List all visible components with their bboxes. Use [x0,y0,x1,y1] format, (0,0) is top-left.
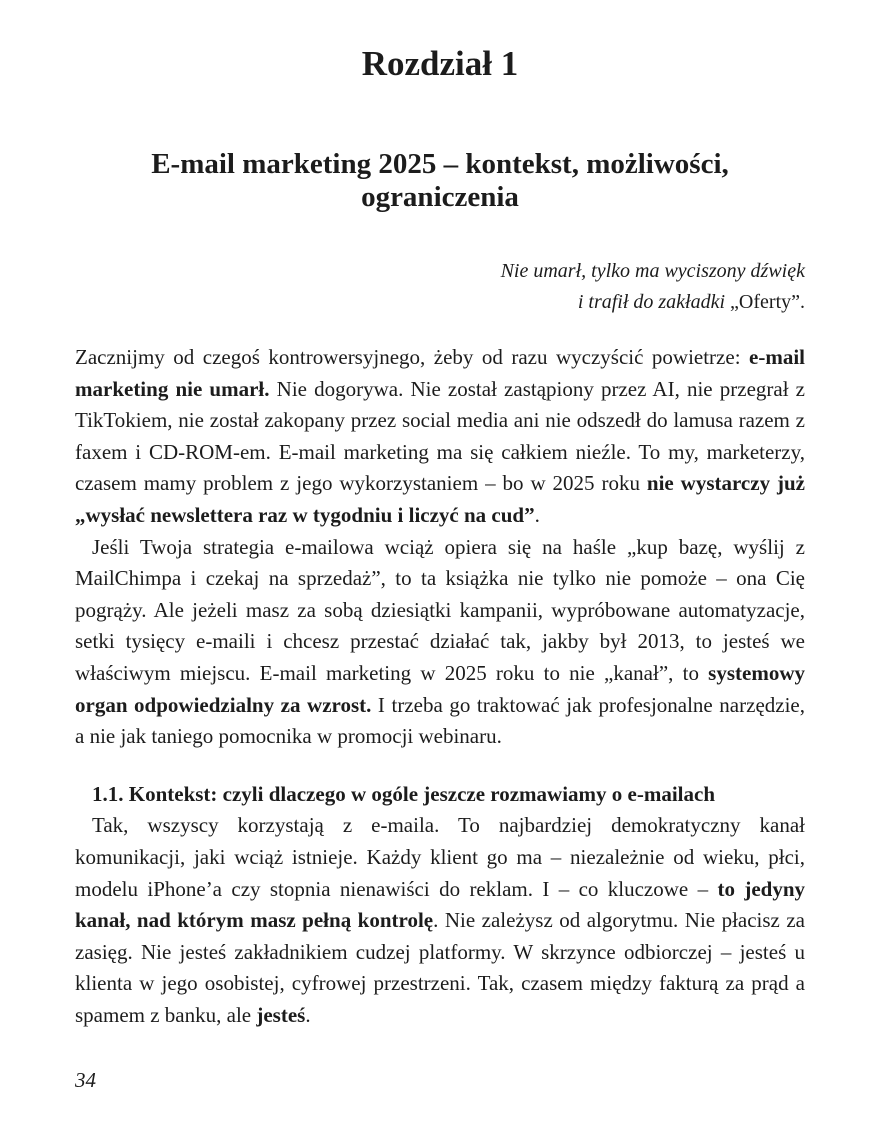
chapter-number: Rozdział 1 [361,44,519,83]
section-heading-1-1: 1.1. Kontekst: czyli dlaczego w ogóle jeszcze rozmawiamy o e-mailach [92,781,716,806]
paragraph-1: Zacznijmy od czegoś kontrowersyjnego, żeby od razu wyczyścić powietrze: e-mail marketing nie umarł. Nie dogorywa. Nie został zastąpiony przez AI, nie przegrał z TikTokiem, nie został zakopany przez social media ani nie odszedł do lamusa razem z faxem i CD-ROM-em. E-mail marketing ma się całkiem nieźle. To my, marketerzy, czasem mamy problem z jego wykorzystaniem – bo w 2025 roku nie wystarczy już „wysłać newslettera raz w tygodniu i liczyć na cud”. [75,345,806,527]
paragraph-3: Tak, wszyscy korzystają z e-maila. To najbardziej demokratyczny kanał komunikacji, jaki wciąż istnieje. Każdy klient go ma – niezależnie od wieku, płci, modelu iPhone’a czy stopnia nienawiści do reklam. I – co kluczowe – to jedyny kanał, nad którym masz pełną kontrolę. Nie zależysz od algorytmu. Nie płacisz za zasięg. Nie jesteś zakładnikiem cudzej platformy. W skrzynce odbiorczej – jesteś u klienta w jego osobistej, cyfrowej przestrzeni. Tak, czasem między fakturą za prąd a spamem z banku, ale jesteś. [75,813,806,1027]
epigraph-line-2: i trafił do zakładki „Oferty”. [577,291,805,313]
paragraph-2: Jeśli Twoja strategia e-mailowa wciąż opiera się na haśle „kup bazę, wyślij z MailChimpa i czekaj na sprzedaż”, to ta książka nie tylko nie pomoże – ona Cię pogrąży. Ale jeżeli masz za sobą dziesiątki kampanii, wypróbowane automatyzacje, setki tysięcy e-maili i chcesz przestać działać tak, jakby był 2013, to jesteś we właściwym miejscu. E-mail marketing w 2025 roku to nie „kanał”, to systemowy organ odpowiedzialny za wzrost. I trzeba go traktować jak profesjonalne narzędzie, a nie jak taniego pomocnika w promocji webinaru. [75,534,805,749]
page-number: 34 [75,1068,96,1092]
chapter-title: E-mail marketing 2025 – kontekst, możliwości, ograniczenia [151,148,729,213]
epigraph-line-1: Nie umarł, tylko ma wyciszony dźwięk [500,260,805,282]
body-text [75,342,805,1031]
epigraph [75,256,805,318]
